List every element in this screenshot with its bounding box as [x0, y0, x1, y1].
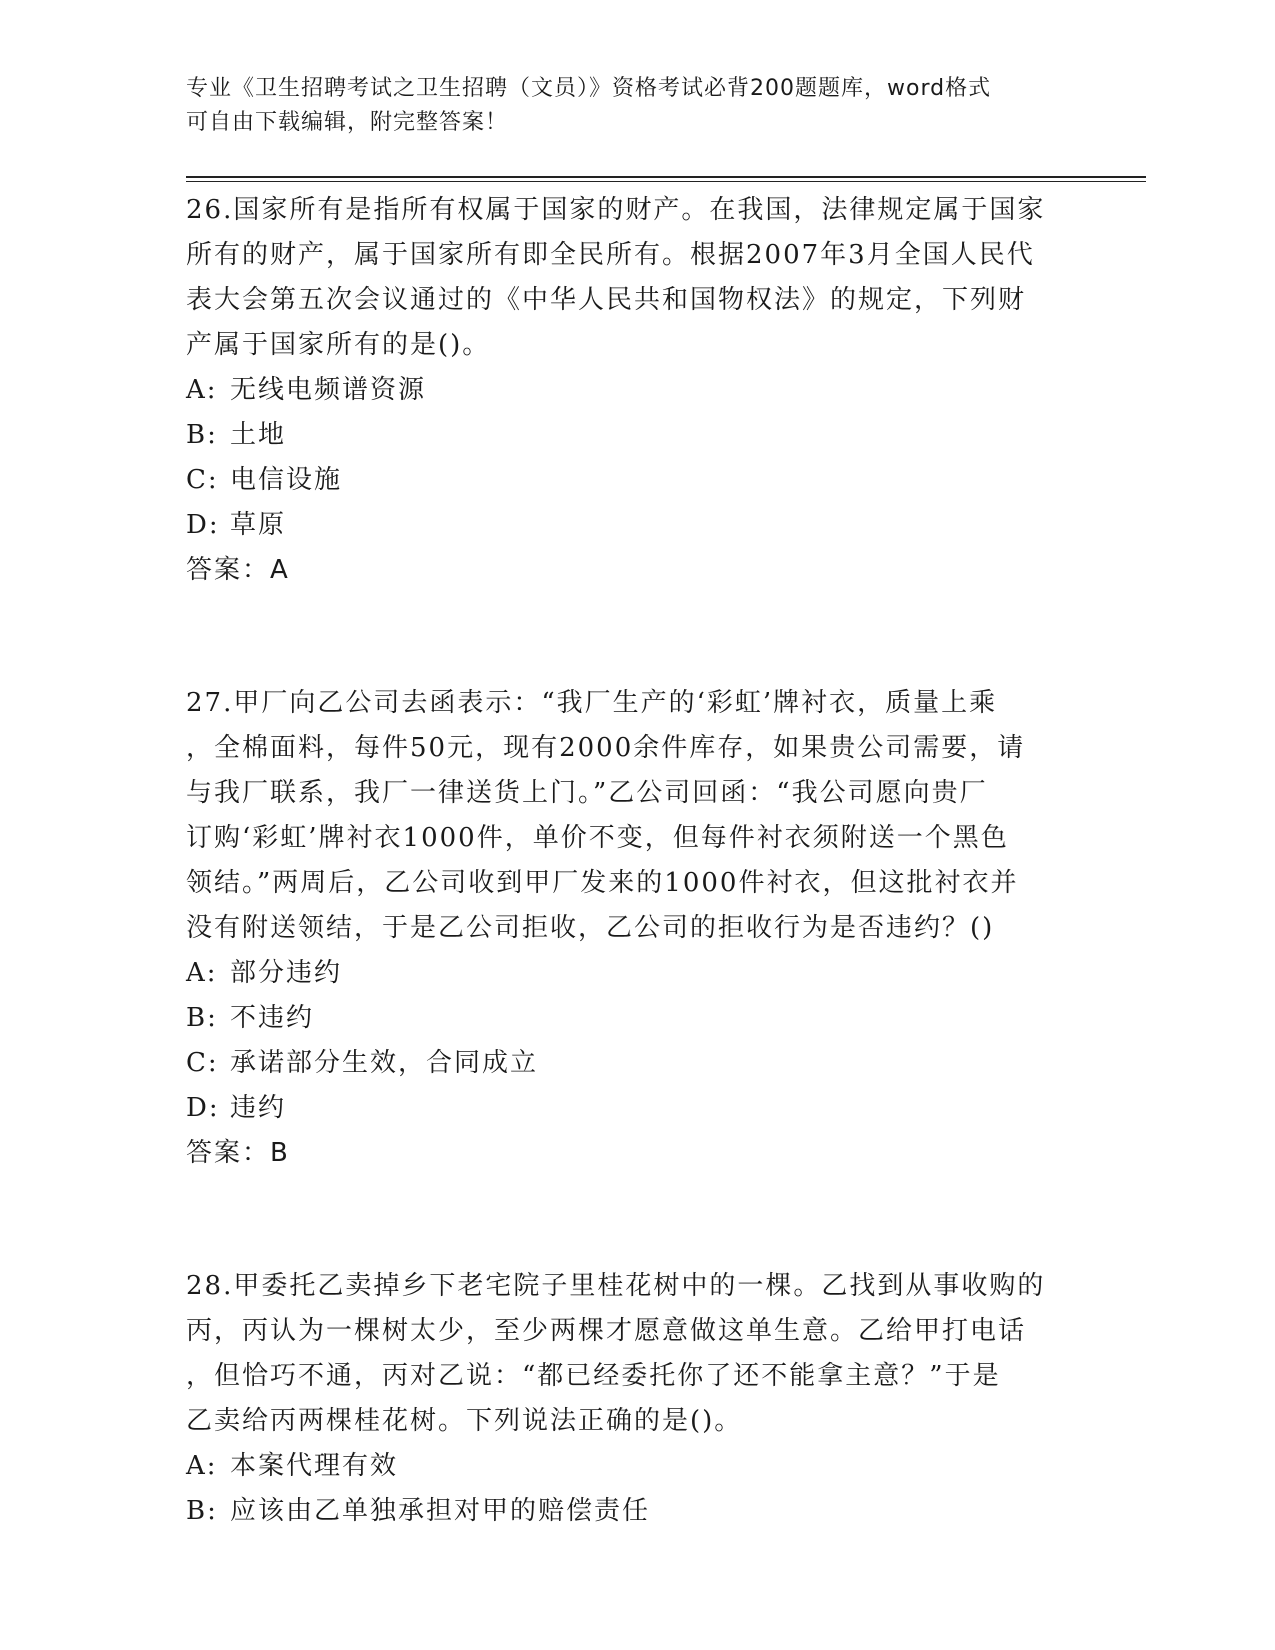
- option-c: [186, 458, 1086, 503]
- question-text-line: 27.甲厂向乙公司去函表示：“我厂生产的‘彩虹’牌衬衣，质量上乘: [186, 688, 998, 718]
- option-text: 电信设施: [230, 465, 343, 495]
- option-text: 不违约: [230, 1003, 315, 1033]
- question-text-line: 26.国家所有是指所有权属于国家的财产。在我国，法律规定属于国家: [186, 195, 1046, 225]
- option-key: D:: [186, 510, 220, 540]
- answer-label: 答案：A: [186, 555, 290, 585]
- option-key: B:: [186, 420, 218, 450]
- option-key: C:: [186, 465, 219, 495]
- option-key: A:: [186, 375, 218, 405]
- option-text: 本案代理有效: [230, 1451, 399, 1481]
- option-text: 无线电频谱资源: [230, 375, 427, 405]
- question-26: [186, 188, 1086, 593]
- question-27: [186, 681, 1086, 1176]
- header-rule-thin: [186, 181, 1146, 182]
- question-text-line: 领结。”两周后，乙公司收到甲厂发来的1000件衬衣，但这批衬衣并: [186, 868, 1019, 898]
- option-key: B:: [186, 1496, 218, 1526]
- question-list: [186, 188, 1086, 1534]
- option-d: [186, 1086, 1086, 1131]
- option-text: 违约: [230, 1093, 287, 1123]
- option-a: [186, 1444, 1086, 1489]
- question-text-line: 产属于国家所有的是()。: [186, 330, 491, 360]
- option-b: [186, 1489, 1086, 1534]
- option-key: A:: [186, 1451, 218, 1481]
- option-a: [186, 951, 1086, 996]
- question-text-line: ，全棉面料，每件50元，现有2000余件库存，如果贵公司需要，请: [186, 733, 1026, 763]
- option-a: [186, 368, 1086, 413]
- question-text-line: 没有附送领结，于是乙公司拒收，乙公司的拒收行为是否违约？(): [186, 913, 995, 943]
- option-key: A:: [186, 958, 218, 988]
- question-text-line: 乙卖给丙两棵桂花树。下列说法正确的是()。: [186, 1406, 743, 1436]
- question-spacer: [186, 593, 1086, 681]
- option-b: [186, 996, 1086, 1041]
- question-text-line: 订购‘彩虹’牌衬衣1000件，单价不变，但每件衬衣须附送一个黑色: [186, 823, 1009, 853]
- option-text: 承诺部分生效，合同成立: [230, 1048, 539, 1078]
- header-line-1: 专业《卫生招聘考试之卫生招聘（文员）》资格考试必背200题题库，word格式: [186, 76, 992, 101]
- option-key: C:: [186, 1048, 219, 1078]
- option-c: [186, 1041, 1086, 1086]
- option-d: [186, 503, 1086, 548]
- question-text-line: 丙，丙认为一棵树太少，至少两棵才愿意做这单生意。乙给甲打电话: [186, 1316, 1027, 1346]
- option-key: B:: [186, 1003, 218, 1033]
- question-text-line: 所有的财产，属于国家所有即全民所有。根据2007年3月全国人民代: [186, 240, 1035, 270]
- question-text-line: 28.甲委托乙卖掉乡下老宅院子里桂花树中的一棵。乙找到从事收购的: [186, 1271, 1046, 1301]
- header-line-2: 可自由下载编辑，附完整答案！: [186, 110, 509, 135]
- question-text-line: ，但恰巧不通，丙对乙说：“都已经委托你了还不能拿主意？”于是: [186, 1361, 1001, 1391]
- option-text: 应该由乙单独承担对甲的赔偿责任: [230, 1496, 651, 1526]
- question-spacer: [186, 1176, 1086, 1264]
- option-text: 草原: [230, 510, 287, 540]
- option-text: 土地: [230, 420, 287, 450]
- answer-label: 答案：B: [186, 1138, 290, 1168]
- header-rule-thick: [186, 176, 1146, 178]
- question-28: [186, 1264, 1086, 1534]
- document-header: [186, 72, 1066, 140]
- option-key: D:: [186, 1093, 220, 1123]
- option-text: 部分违约: [230, 958, 343, 988]
- option-b: [186, 413, 1086, 458]
- question-text-line: 表大会第五次会议通过的《中华人民共和国物权法》的规定，下列财: [186, 285, 1027, 315]
- question-text-line: 与我厂联系，我厂一律送货上门。”乙公司回函：“我公司愿向贵厂: [186, 778, 988, 808]
